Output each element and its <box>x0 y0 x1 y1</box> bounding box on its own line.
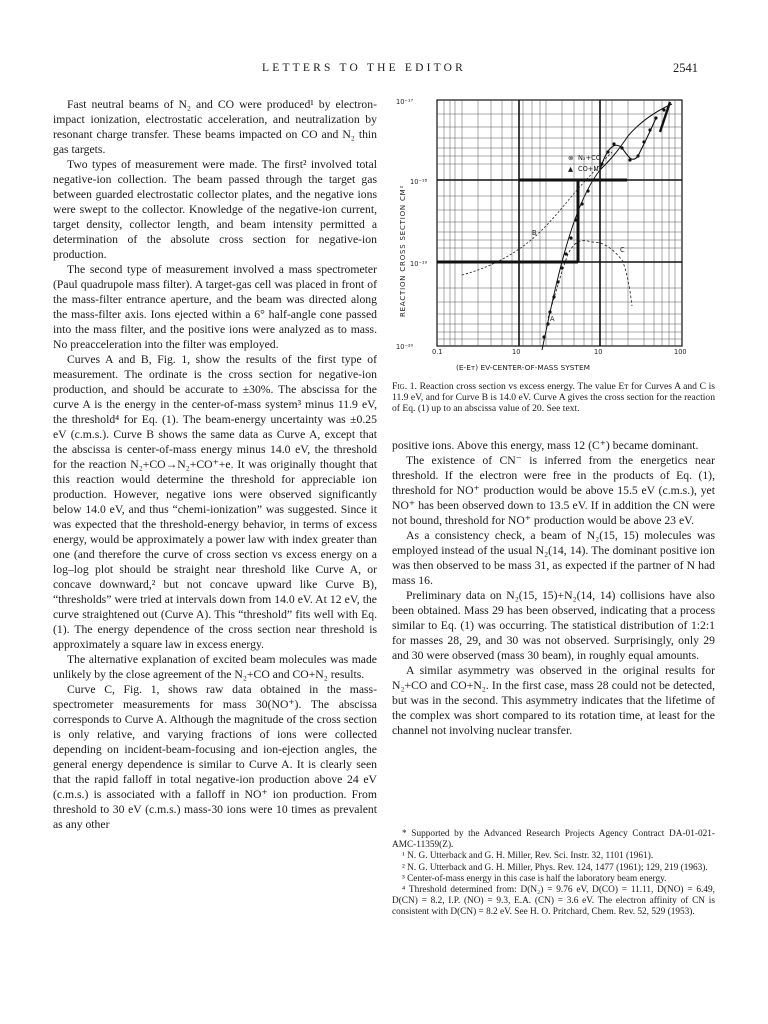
paragraph: positive ions. Above this energy, mass 12 (C⁺) became dominant. <box>392 439 699 452</box>
footnotes <box>392 829 715 919</box>
left-column <box>53 97 377 832</box>
paragraph: The alternative explanation of excited beam molecules was made unlikely by the close agreement of the N₂+CO and CO+N₂ results. <box>53 653 377 681</box>
legend-label: N₂+CO <box>578 154 601 162</box>
footnote: ³ Center-of-mass energy in this case is half the laboratory beam energy. <box>402 873 667 884</box>
caption-label: Fig. 1. <box>392 381 417 392</box>
footnote: ⁴ Threshold determined from: D(N₂) = 9.76 eV, D(CO) = 11.11, D(NO) = 6.49, D(CN) = 8.2, I.P. (NO) = 9.3, E.A. (CN) = 3.6 eV. The electron affinity of CN is consistent with D(CN) = 8.2 eV. See H. O. Pritchard, Chem. Rev. 52, 529 (1953). <box>392 885 715 918</box>
x-tick-label: 10 <box>594 348 603 356</box>
x-tick-label: 100 <box>674 348 687 356</box>
paragraph: Fast neutral beams of N₂ and CO were produced¹ by electron-impact ionization, electrostatic acceleration, and neutralization by resonant charge transfer. These beams impacted on CO and N₂ thin gas targets. <box>53 98 377 156</box>
page-number: 2541 <box>673 61 698 75</box>
paragraph: Two types of measurement were made. The first² involved total negative-ion collection. The beam passed through the target gas between guarded electrostatic collector plates, and the negative ions were swept to the collector. Knowledge of the negative-ion current, target density, collector length, and beam intensity permitted a determination of the absolute cross section for negative-ion production. <box>53 158 377 261</box>
curve-label-b: B <box>532 229 537 237</box>
legend-symbol: ▲ <box>568 165 574 173</box>
paragraph: Curves A and B, Fig. 1, show the results of the first type of measurement. The ordinate is the cross section for negative-ion production, and should be accurate to ±30%. The abscissa for the curve A is the energy in the center-of-mass system³ minus 11.9 eV, the threshold⁴ for Eq. (1). The beam-energy uncertainty was ±0.25 eV (c.m.s.). Curve B shows the same data as Curve A, except that the abscissa is center-of-mass energy minus 14.0 eV, the threshold for the reaction N₂+CO→N₂+CO⁺+e. It was originally thought that this reaction would determine the threshold for appreciable ion production. However, negative ions were observed significantly below 14.0 eV, and thus “chemi-ionization” was suggested. Since it was expected that the threshold-energy behavior, in terms of excess energy, would be approximately a power law with index greater than one (and therefore the curve of cross section vs excess energy on a log–log plot should be straight near threshold like Curve A, or concave downward,² but not concave upward like Curve B), “thresholds” were tried at intervals down from 14.0 eV. At 12 eV, the curve straightened out (Curve A). This “threshold” fits well with Eq. (1). The energy dependence of the cross section near threshold is approximately a square law in excess energy. <box>53 353 377 651</box>
data-points <box>542 108 665 338</box>
plot-grid <box>437 100 682 346</box>
footnote: ¹ N. G. Utterback and G. H. Miller, Rev. Sci. Instr. 32, 1101 (1961). <box>402 851 654 862</box>
curve-label-a: A <box>550 315 555 323</box>
decade-gridlines <box>437 100 682 346</box>
running-head: LETTERS TO THE EDITOR <box>262 62 467 74</box>
paragraph: Preliminary data on N₂(15, 15)+N₂(14, 14) collisions have also been obtained. Mass 29 has been observed, indicating that a process similar to Eq. (1) was occurring. The statistical distribution of 1:2:1 for masses 28, 29, and 30 was not observed. Surprisingly, only 29 and 30 were observed (mass 30 beam), in roughly equal amounts. <box>392 589 715 662</box>
legend-label: CO+N₂ <box>578 165 601 173</box>
y-tick-label: 10⁻¹⁹ <box>410 260 428 268</box>
footnote: ² N. G. Utterback and G. H. Miller, Phys. Rev. 124, 1477 (1961); 129, 219 (1963). <box>402 862 708 873</box>
page-header <box>0 62 768 80</box>
paragraph: A similar asymmetry was observed in the original results for N₂+CO and CO+N₂. In the first case, mass 28 could not be detected, but was in the second. This asymmetry indicates that the lifetime of the complex was short compared to its rotation time, at least for the channel not involving nuclear transfer. <box>392 664 715 737</box>
paragraph: The existence of CN⁻ is inferred from the energetics near threshold. If the electron were free in the products of Eq. (1), threshold for NO⁺ production would be above 15.5 eV (c.m.s.), yet NO⁺ has been observed down to 13.5 eV. If in addition the CN were not bound, threshold for NO⁺ production would be above 23 eV. <box>392 454 715 527</box>
x-axis-label: (E-Eᴛ) EV-CENTER-OF-MASS SYSTEM <box>456 363 590 372</box>
cross-section-plot <box>392 92 715 377</box>
x-tick-label: 0.1 <box>432 348 443 356</box>
caption-text: Reaction cross section vs excess energy. The value Eᴛ for Curves A and C is 11.9 eV, and for Curve B is 14.0 eV. Curve A gives the cross section for the reaction of Eq. (1) up to an abscissa value of 20. See text. <box>392 381 716 415</box>
curve-a <box>542 104 672 350</box>
paragraph: As a consistency check, a beam of N₂(15, 15) molecules was employed instead of the usual N₂(14, 14). The dominant positive ion was then observed to be mass 31, as expected if the partner of N had mass 16. <box>392 529 715 587</box>
steep-segment <box>660 102 670 132</box>
y-tick-label: 10⁻¹⁷ <box>396 98 414 106</box>
y-tick-label: 10⁻²⁰ <box>396 343 414 351</box>
y-axis-label: REACTION CROSS SECTION CM² <box>399 184 407 317</box>
paragraph: The second type of measurement involved a mass spectrometer (Paul quadrupole mass filter). A target-gas cell was placed in front of the mass-filter entrance aperture, and the beam was directed along the mass-filter axis. Ions ejected within a 6° half-angle cone passed into the mass filter, and the positive ions were analyzed as to mass. No preacceleration into the filter was employed. <box>53 263 377 351</box>
y-tick-label: 10⁻¹⁸ <box>410 178 428 186</box>
figure-1 <box>392 92 715 422</box>
x-tick-label: 10 <box>512 348 521 356</box>
plot-frame <box>437 100 682 346</box>
paragraph: Curve C, Fig. 1, shows raw data obtained in the mass-spectrometer measurements for mass 30(NO⁺). The abscissa corresponds to Curve A. Although the magnitude of the cross section is only relative, and varying fractions of ions were collected depending on incident-beam-focusing and ion-ejection angles, the general energy dependence is similar to Curve A. It is clearly seen that the rapid falloff in total negative-ion production above 24 eV (c.m.s.) is associated with a falloff in NO⁺ ion production. From threshold to 30 eV (c.m.s.) mass-30 ions were 10 times as prevalent as any other <box>53 683 377 831</box>
legend-symbol: ⊗ <box>568 154 574 162</box>
curve-label-c: C <box>620 246 625 254</box>
footnote: * Supported by the Advanced Research Projects Agency Contract DA-01-021-AMC-11359(Z). <box>392 829 715 851</box>
right-column <box>392 438 715 738</box>
figure-caption <box>392 381 715 415</box>
